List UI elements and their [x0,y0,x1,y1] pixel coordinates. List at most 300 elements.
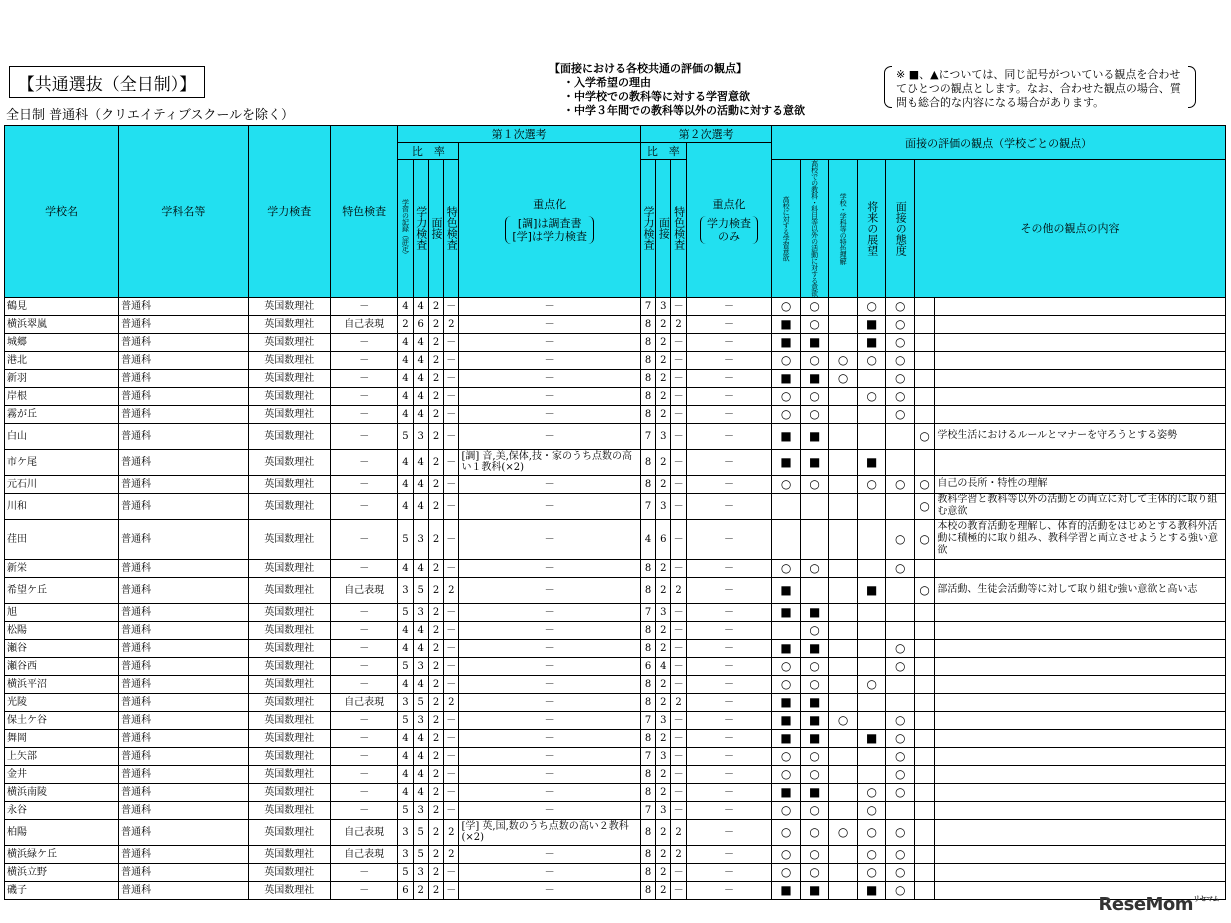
cell-v5 [886,449,915,475]
cell-v1: ○ [772,657,801,675]
cell-school: 横浜翠嵐 [5,315,119,333]
col-school: 学校名 [5,126,119,298]
cell-v3 [829,405,858,423]
cell-v2: ○ [800,315,829,333]
cell-a: 4 [398,405,413,423]
cell-c: 2 [428,315,443,333]
cell-v5: ○ [886,711,915,729]
cell-gk: 英国数理社 [248,621,331,639]
cell-j1: － [459,333,640,351]
cell-v3 [829,333,858,351]
cell-b: 5 [413,693,428,711]
table-row [5,559,1226,577]
cell-a: 3 [398,577,413,603]
cell-j1: － [459,881,640,899]
cell-g: － [671,387,686,405]
cell-tk: － [331,729,398,747]
cell-course: 普通科 [119,315,248,333]
cell-v4 [857,711,886,729]
cell-course: 普通科 [119,765,248,783]
cell-g: － [671,729,686,747]
cell-ot: 学校生活におけるルールとマナーを守ろうとする姿勢 [935,423,1226,449]
cell-g: － [671,297,686,315]
cell-o1: ○ [914,519,934,559]
cell-v1: ■ [772,333,801,351]
cell-v2: ■ [800,449,829,475]
cell-e: 8 [640,819,655,845]
col-r2-mensetsu: 面接 [656,160,671,298]
cell-v3 [829,315,858,333]
cell-ot [935,621,1226,639]
cell-v1: ■ [772,315,801,333]
cell-v2: ○ [800,297,829,315]
cell-gk: 英国数理社 [248,559,331,577]
cell-o1 [914,693,934,711]
cell-g: － [671,519,686,559]
cell-tk: － [331,639,398,657]
cell-v3 [829,729,858,747]
cell-g: － [671,475,686,493]
table-row [5,801,1226,819]
cell-j1: － [459,387,640,405]
cell-f: 3 [656,747,671,765]
cell-school: 金井 [5,765,119,783]
cell-school: 松陽 [5,621,119,639]
cell-f: 2 [656,387,671,405]
cell-g: 2 [671,819,686,845]
cell-c: 2 [428,405,443,423]
cell-tk: － [331,765,398,783]
cell-v1: ○ [772,675,801,693]
cell-v4: ○ [857,475,886,493]
cell-v1: ■ [772,711,801,729]
cell-b: 4 [413,765,428,783]
cell-school: 川和 [5,493,119,519]
cell-e: 8 [640,449,655,475]
cell-j1: － [459,657,640,675]
cell-tk: － [331,369,398,387]
cell-j2: － [686,423,772,449]
cell-f: 2 [656,819,671,845]
cell-e: 8 [640,675,655,693]
cell-o1 [914,845,934,863]
cell-v5: ○ [886,369,915,387]
cell-b: 4 [413,387,428,405]
cell-ot: 本校の教育活動を理解し、体育的活動をはじめとする教科外活動に積極的に取り組み、教科学習と両立させようとする強い意欲 [935,519,1226,559]
cell-f: 2 [656,621,671,639]
cell-tk: 自己表現 [331,693,398,711]
cell-school: 旭 [5,603,119,621]
cell-d: － [444,405,459,423]
cell-v3 [829,747,858,765]
cell-j2: － [686,603,772,621]
cell-tk: 自己表現 [331,577,398,603]
cell-gk: 英国数理社 [248,519,331,559]
cell-j2: － [686,675,772,693]
cell-v4 [857,519,886,559]
cell-gk: 英国数理社 [248,297,331,315]
cell-v1 [772,621,801,639]
cell-j1: － [459,405,640,423]
cell-f: 2 [656,675,671,693]
cell-gk: 英国数理社 [248,369,331,387]
note-text: ※ ■、▲については、同じ記号がついている観点を合わせてひとつの観点とします。なお、合わせた観点の場合、質問も総合的な内容になる場合があります。 [896,68,1181,109]
cell-tk: 自己表現 [331,315,398,333]
col-ratio-1: 比 率 [398,143,459,160]
cell-o1 [914,351,934,369]
cell-d: － [444,351,459,369]
cell-v3 [829,783,858,801]
cell-j1: － [459,801,640,819]
cell-v2: ■ [800,423,829,449]
col-tokushoku: 特色検査 [331,126,398,298]
cell-c: 2 [428,765,443,783]
cell-e: 7 [640,493,655,519]
cell-d: － [444,333,459,351]
cell-v1: ○ [772,863,801,881]
cell-b: 5 [413,577,428,603]
cell-c: 2 [428,475,443,493]
cell-course: 普通科 [119,297,248,315]
cell-e: 8 [640,351,655,369]
cell-v5 [886,493,915,519]
cell-c: 2 [428,559,443,577]
cell-o1 [914,863,934,881]
cell-c: 2 [428,351,443,369]
cell-v5: ○ [886,819,915,845]
cell-b: 4 [413,333,428,351]
col-second-selection: 第２次選考 [640,126,771,143]
cell-b: 5 [413,845,428,863]
cell-v1: ○ [772,405,801,423]
cell-o1: ○ [914,423,934,449]
cell-v2: ■ [800,711,829,729]
cell-g: 2 [671,845,686,863]
table-row [5,819,1226,845]
cell-v1: ■ [772,881,801,899]
cell-b: 4 [413,405,428,423]
col-gakuryoku: 学力検査 [248,126,331,298]
cell-f: 6 [656,519,671,559]
cell-v5: ○ [886,387,915,405]
table-row [5,783,1226,801]
cell-a: 5 [398,603,413,621]
juten-1-legend [505,216,594,244]
cell-v2: ■ [800,729,829,747]
cell-j1: － [459,369,640,387]
cell-a: 5 [398,423,413,449]
cell-ot [935,765,1226,783]
cell-e: 7 [640,711,655,729]
cell-j2: － [686,881,772,899]
cell-j1: － [459,765,640,783]
cell-a: 4 [398,351,413,369]
cell-d: － [444,881,459,899]
table-row [5,711,1226,729]
cell-g: － [671,765,686,783]
cell-v1: ■ [772,603,801,621]
cell-ot [935,387,1226,405]
cell-v4: ■ [857,449,886,475]
juten-2-legend [700,216,758,244]
cell-school: 元石川 [5,475,119,493]
cell-o1 [914,449,934,475]
cell-o1 [914,639,934,657]
cell-ot [935,729,1226,747]
cell-e: 8 [640,387,655,405]
cell-ot [935,449,1226,475]
cell-v3: ○ [829,351,858,369]
cell-g: － [671,783,686,801]
cell-o1 [914,603,934,621]
cell-v4: ■ [857,315,886,333]
cell-v1: ○ [772,387,801,405]
cell-g: － [671,801,686,819]
common-criteria [549,62,805,118]
table-row [5,423,1226,449]
cell-ot [935,675,1226,693]
cell-g: － [671,747,686,765]
cell-tk: － [331,423,398,449]
cell-o1 [914,621,934,639]
cell-v5: ○ [886,333,915,351]
cell-c: 2 [428,639,443,657]
cell-c: 2 [428,449,443,475]
cell-course: 普通科 [119,405,248,423]
cell-j1: － [459,603,640,621]
cell-g: － [671,449,686,475]
common-criteria-item: ・中学３年間での教科等以外の活動に対する意欲 [563,104,805,117]
cell-gk: 英国数理社 [248,315,331,333]
table-row [5,493,1226,519]
cell-ot [935,747,1226,765]
cell-o1: ○ [914,577,934,603]
cell-v4 [857,559,886,577]
cell-j1: － [459,297,640,315]
cell-ot [935,315,1226,333]
cell-j2: － [686,559,772,577]
cell-e: 8 [640,639,655,657]
cell-g: － [671,711,686,729]
table-row [5,387,1226,405]
cell-d: － [444,369,459,387]
table-row [5,693,1226,711]
cell-v1: ○ [772,801,801,819]
cell-v1: ○ [772,559,801,577]
cell-v1: ■ [772,577,801,603]
col-other: その他の観点の内容 [914,160,1225,298]
cell-tk: － [331,449,398,475]
cell-g: 2 [671,577,686,603]
cell-f: 2 [656,783,671,801]
cell-ot [935,297,1226,315]
col-v3: 学校・学科等の特色理解 [829,160,858,298]
cell-gk: 英国数理社 [248,333,331,351]
juten-1-legend-a: [調]は調査書 [517,216,582,230]
cell-tk: － [331,711,398,729]
cell-v2: ○ [800,765,829,783]
cell-school: 上矢部 [5,747,119,765]
col-ratio-2: 比 率 [640,143,686,160]
cell-e: 8 [640,621,655,639]
cell-course: 普通科 [119,693,248,711]
cell-course: 普通科 [119,639,248,657]
cell-gk: 英国数理社 [248,449,331,475]
cell-f: 2 [656,845,671,863]
cell-ot [935,351,1226,369]
cell-c: 2 [428,577,443,603]
cell-e: 8 [640,783,655,801]
cell-f: 2 [656,881,671,899]
cell-school: 永谷 [5,801,119,819]
cell-o1 [914,819,934,845]
cell-j2: － [686,297,772,315]
cell-c: 2 [428,801,443,819]
cell-gk: 英国数理社 [248,405,331,423]
cell-v5 [886,693,915,711]
col-v2: 高校での教科・科目等以外の活動に対する意欲 [800,160,829,298]
cell-d: － [444,423,459,449]
cell-gk: 英国数理社 [248,881,331,899]
cell-v5: ○ [886,863,915,881]
col-juten-2 [686,143,772,298]
cell-f: 2 [656,315,671,333]
cell-a: 5 [398,519,413,559]
cell-f: 2 [656,693,671,711]
cell-tk: － [331,603,398,621]
cell-ot [935,845,1226,863]
cell-tk: － [331,801,398,819]
cell-g: 2 [671,315,686,333]
cell-v1: ■ [772,369,801,387]
cell-e: 8 [640,559,655,577]
cell-v3 [829,675,858,693]
cell-v3 [829,519,858,559]
cell-e: 8 [640,693,655,711]
cell-f: 2 [656,333,671,351]
table-row [5,765,1226,783]
cell-c: 2 [428,729,443,747]
selection-table [4,125,1226,900]
cell-f: 2 [656,863,671,881]
cell-d: － [444,711,459,729]
cell-f: 3 [656,711,671,729]
cell-e: 8 [640,845,655,863]
cell-v5: ○ [886,475,915,493]
cell-a: 2 [398,315,413,333]
cell-v1: ○ [772,747,801,765]
cell-course: 普通科 [119,449,248,475]
cell-gk: 英国数理社 [248,603,331,621]
cell-g: － [671,333,686,351]
table-body [5,297,1226,899]
cell-v5: ○ [886,747,915,765]
cell-b: 4 [413,621,428,639]
cell-d: － [444,449,459,475]
cell-v3 [829,493,858,519]
cell-tk: － [331,475,398,493]
cell-o1 [914,881,934,899]
cell-v3: ○ [829,369,858,387]
cell-v3 [829,621,858,639]
cell-tk: － [331,519,398,559]
cell-e: 8 [640,577,655,603]
cell-e: 8 [640,475,655,493]
cell-a: 3 [398,819,413,845]
table-row [5,845,1226,863]
cell-gk: 英国数理社 [248,801,331,819]
cell-course: 普通科 [119,603,248,621]
cell-v2: ○ [800,863,829,881]
cell-v3: ○ [829,819,858,845]
cell-v1: ○ [772,475,801,493]
cell-o1 [914,297,934,315]
cell-v2: ■ [800,333,829,351]
cell-v4 [857,693,886,711]
cell-d: － [444,801,459,819]
cell-v4: ○ [857,351,886,369]
table-row [5,639,1226,657]
cell-e: 8 [640,863,655,881]
cell-v5: ○ [886,657,915,675]
cell-v4 [857,493,886,519]
cell-v1 [772,519,801,559]
cell-j2: － [686,449,772,475]
cell-j1: － [459,621,640,639]
cell-course: 普通科 [119,657,248,675]
cell-a: 4 [398,369,413,387]
cell-c: 2 [428,297,443,315]
table-row [5,369,1226,387]
cell-g: － [671,493,686,519]
cell-o1 [914,559,934,577]
cell-tk: － [331,333,398,351]
cell-d: － [444,729,459,747]
table-row [5,675,1226,693]
cell-b: 4 [413,351,428,369]
cell-school: 横浜南陵 [5,783,119,801]
cell-e: 7 [640,603,655,621]
cell-v4: ■ [857,333,886,351]
cell-o1 [914,333,934,351]
cell-d: 2 [444,315,459,333]
cell-g: － [671,675,686,693]
col-r2-tokushoku: 特色検査 [671,160,686,298]
cell-e: 7 [640,423,655,449]
cell-v4 [857,747,886,765]
cell-school: 光陵 [5,693,119,711]
cell-v5 [886,603,915,621]
cell-c: 2 [428,881,443,899]
cell-d: 2 [444,577,459,603]
cell-school: 希望ケ丘 [5,577,119,603]
cell-c: 2 [428,845,443,863]
table-row [5,577,1226,603]
cell-j1: － [459,519,640,559]
table-row [5,449,1226,475]
cell-j1: － [459,711,640,729]
cell-school: 新羽 [5,369,119,387]
cell-b: 4 [413,369,428,387]
cell-course: 普通科 [119,559,248,577]
cell-b: 4 [413,729,428,747]
cell-course: 普通科 [119,475,248,493]
table-row [5,333,1226,351]
cell-v3 [829,657,858,675]
cell-v2: ○ [800,801,829,819]
cell-g: － [671,369,686,387]
cell-d: 2 [444,845,459,863]
